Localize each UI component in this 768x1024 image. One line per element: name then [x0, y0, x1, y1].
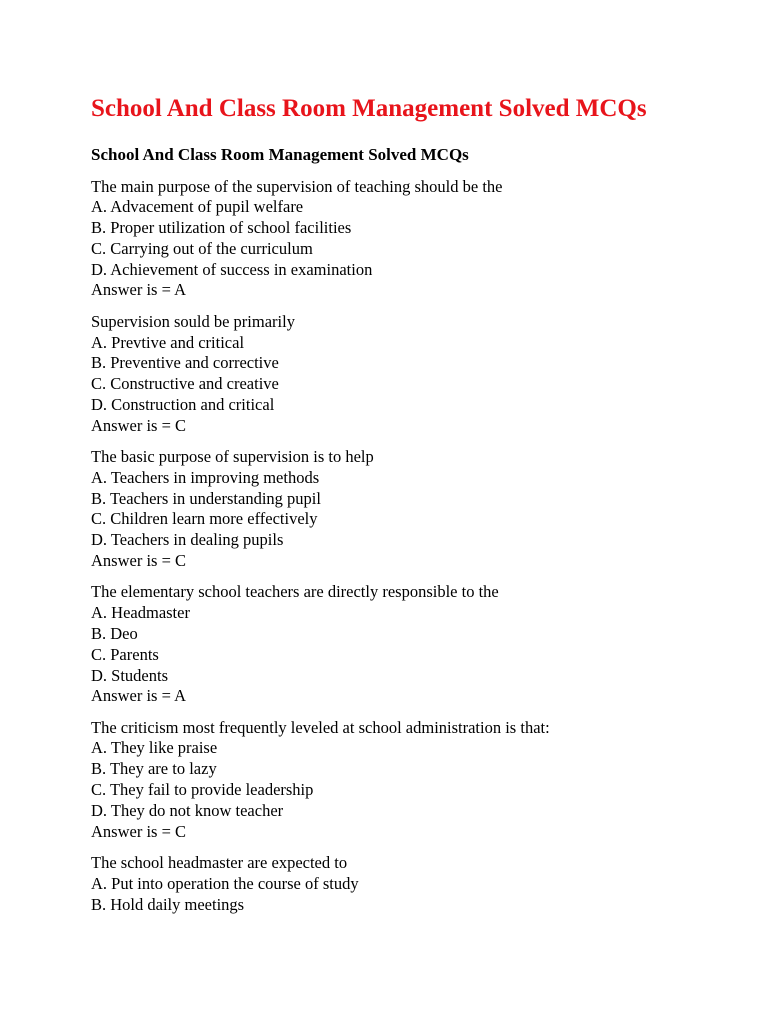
- mcq-question: The main purpose of the supervision of teaching should be the: [91, 176, 503, 196]
- mcq-question: The elementary school teachers are directly responsible to the: [91, 582, 499, 602]
- mcq-option: C. They fail to provide leadership: [91, 780, 314, 800]
- mcq-option: B. Preventive and corrective: [91, 353, 279, 373]
- document-title: School And Class Room Management Solved MCQs: [91, 95, 647, 122]
- mcq-option: C. Carrying out of the curriculum: [91, 238, 313, 258]
- mcq-option: B. Hold daily meetings: [91, 894, 245, 914]
- mcq-item: [91, 177, 731, 302]
- mcq-option: A. Headmaster: [91, 603, 190, 623]
- mcq-answer: Answer is = C: [91, 551, 187, 571]
- mcq-option: B. Proper utilization of school facilities: [91, 218, 352, 238]
- mcq-question: The school headmaster are expected to: [91, 852, 348, 872]
- mcq-option: B. Deo: [91, 623, 138, 643]
- mcq-question: The criticism most frequently leveled at school administration is that:: [91, 717, 550, 737]
- mcq-answer: Answer is = C: [91, 415, 187, 435]
- mcq-option: D. Construction and critical: [91, 394, 275, 414]
- mcq-question: The basic purpose of supervision is to help: [91, 447, 374, 467]
- mcq-option: D. Students: [91, 665, 169, 685]
- mcq-option: C. Children learn more effectively: [91, 509, 318, 529]
- mcq-answer: Answer is = C: [91, 821, 187, 841]
- mcq-question: Supervision sould be primarily: [91, 311, 295, 331]
- mcq-option: A. Teachers in improving methods: [91, 467, 320, 487]
- mcq-option: C. Parents: [91, 644, 159, 664]
- document-subtitle: School And Class Room Management Solved MCQs: [91, 145, 469, 164]
- mcq-option: A. They like praise: [91, 738, 218, 758]
- mcq-item: [91, 447, 731, 572]
- mcq-item: [91, 582, 731, 707]
- mcq-option: B. They are to lazy: [91, 759, 217, 779]
- mcq-option: C. Constructive and creative: [91, 374, 279, 394]
- mcq-option: D. They do not know teacher: [91, 800, 284, 820]
- mcq-item: [91, 853, 731, 915]
- mcq-option: A. Advacement of pupil welfare: [91, 197, 304, 217]
- document-page: [91, 93, 731, 915]
- mcq-answer: Answer is = A: [91, 280, 187, 300]
- mcq-option: D. Teachers in dealing pupils: [91, 530, 284, 550]
- mcq-option: D. Achievement of success in examination: [91, 259, 373, 279]
- mcq-item: [91, 312, 731, 437]
- mcq-option: A. Prevtive and critical: [91, 332, 245, 352]
- mcq-list: [91, 177, 731, 916]
- mcq-option: B. Teachers in understanding pupil: [91, 488, 321, 508]
- mcq-answer: Answer is = A: [91, 686, 187, 706]
- mcq-option: A. Put into operation the course of study: [91, 873, 359, 893]
- mcq-item: [91, 718, 731, 843]
